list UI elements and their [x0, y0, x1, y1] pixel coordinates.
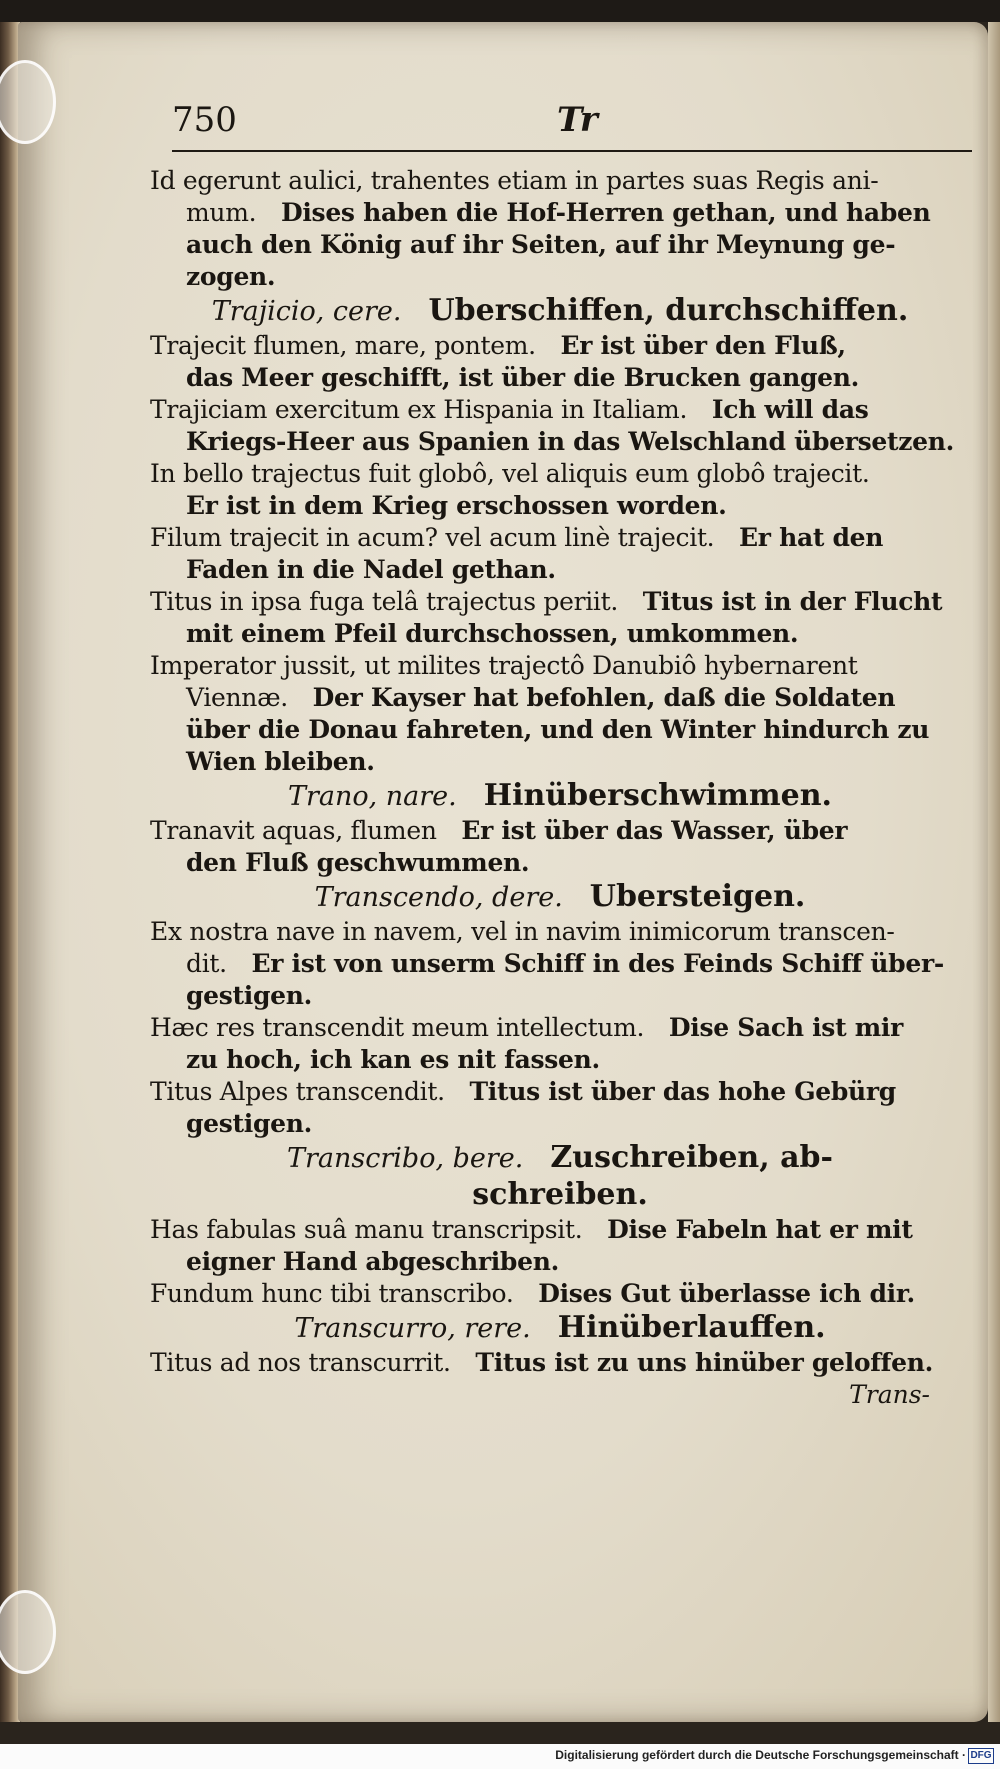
text-line: [150, 916, 970, 948]
text-line: [150, 1278, 970, 1310]
german-translation: eigner Hand abgeschriben.: [186, 1247, 559, 1276]
german-translation: mit einem Pfeil durchschossen, umkommen.: [186, 619, 799, 648]
german-translation: auch den König auf ihr Seiten, auf ihr Meynung ge-: [186, 230, 896, 259]
latin-phrase: Id egerunt aulici, trahentes etiam in partes suas Regis ani-: [150, 166, 879, 195]
german-translation: Dise Fabeln hat er mit: [607, 1215, 913, 1244]
german-translation: Titus ist in der Flucht: [642, 587, 943, 616]
latin-phrase: Titus in ipsa fuga telâ trajectus periit.: [150, 587, 619, 616]
digitization-credit: Digitalisierung gefördert durch die Deutsche Forschungsgemeinschaft ·: [555, 1748, 966, 1762]
page-header: [172, 100, 972, 150]
text-line: [150, 1246, 970, 1278]
lemma-german: schreiben.: [472, 1177, 648, 1212]
lemma-german: Zuschreiben, ab-: [550, 1140, 833, 1175]
german-translation: Der Kayser hat befohlen, daß die Soldaten: [312, 683, 896, 712]
text-line: [150, 1076, 970, 1108]
text-line: [150, 714, 970, 746]
latin-phrase: dit.: [186, 949, 227, 978]
lemma-latin: Transcurro, rere.: [294, 1313, 531, 1344]
latin-phrase: Trajecit flumen, mare, pontem.: [150, 331, 536, 360]
latin-phrase: Has fabulas suâ manu transcripsit.: [150, 1215, 583, 1244]
lemma-latin: Transcribo, bere.: [287, 1143, 524, 1174]
latin-phrase: mum.: [186, 198, 257, 227]
german-translation: Er ist über den Fluß,: [560, 331, 846, 360]
dictionary-text: [150, 165, 970, 1411]
lemma-heading: [150, 1310, 970, 1347]
german-translation: Kriegs-Heer aus Spanien in das Welschland übersetzen.: [186, 427, 955, 456]
scanner-frame-top: [0, 0, 1000, 22]
german-translation: Titus ist über das hohe Gebürg: [469, 1077, 896, 1106]
latin-phrase: Ex nostra nave in navem, vel in navim inimicorum transcen-: [150, 917, 895, 946]
lemma-latin: Transcendo, dere.: [314, 882, 563, 913]
text-line: [150, 847, 970, 879]
german-translation: Dise Sach ist mir: [668, 1013, 903, 1042]
text-line: [150, 458, 970, 490]
latin-phrase: Trajiciam exercitum ex Hispania in Italiam.: [150, 395, 688, 424]
text-line: [150, 1347, 970, 1379]
page-number: 750: [172, 100, 237, 140]
text-line: [150, 229, 970, 261]
text-line: [150, 165, 970, 197]
german-translation: Wien bleiben.: [186, 747, 375, 776]
text-line: [150, 650, 970, 682]
latin-phrase: Filum trajecit in acum? vel acum linè trajecit.: [150, 523, 715, 552]
german-translation: Faden in die Nadel gethan.: [186, 555, 556, 584]
german-translation: Ich will das: [711, 395, 869, 424]
text-line: [150, 980, 970, 1012]
lemma-latin: Trajicio, cere.: [211, 296, 402, 327]
book-spine: [0, 22, 20, 1722]
text-line: [150, 554, 970, 586]
text-line: [150, 815, 970, 847]
text-line: [150, 586, 970, 618]
text-line: [150, 1012, 970, 1044]
german-translation: über die Donau fahreten, und den Winter hindurch zu: [186, 715, 930, 744]
latin-phrase: Viennæ.: [186, 683, 288, 712]
german-translation: Er ist in dem Krieg erschossen worden.: [186, 491, 727, 520]
german-translation: gestigen.: [186, 981, 313, 1010]
text-line: [150, 362, 970, 394]
lemma-heading: [150, 879, 970, 916]
text-line: [150, 522, 970, 554]
text-line: [150, 1108, 970, 1140]
text-line: [150, 618, 970, 650]
german-translation: Titus ist zu uns hinüber geloffen.: [475, 1348, 933, 1377]
lemma-heading: [150, 293, 970, 330]
latin-phrase: In bello trajectus fuit globô, vel aliquis eum globô trajecit.: [150, 459, 870, 488]
latin-phrase: Tranavit aquas, flumen: [150, 816, 437, 845]
german-translation: Dises haben die Hof-Herren gethan, und haben: [280, 198, 931, 227]
latin-phrase: Titus ad nos transcurrit.: [150, 1348, 451, 1377]
lemma-heading: [150, 1140, 970, 1177]
text-line: [150, 746, 970, 778]
text-line: [150, 948, 970, 980]
catchword: Trans-: [849, 1380, 930, 1409]
header-rule: [172, 150, 972, 152]
german-translation: gestigen.: [186, 1109, 313, 1138]
latin-phrase: Imperator jussit, ut milites trajectô Danubiô hybernarent: [150, 651, 858, 680]
german-translation: Er hat den: [739, 523, 884, 552]
german-translation: zogen.: [186, 262, 276, 291]
lemma-german: Hinüberlauffen.: [557, 1310, 826, 1345]
latin-phrase: Hæc res transcendit meum intellectum.: [150, 1013, 645, 1042]
latin-phrase: Fundum hunc tibi transcribo.: [150, 1279, 514, 1308]
lemma-heading: [150, 778, 970, 815]
latin-phrase: Titus Alpes transcendit.: [150, 1077, 445, 1106]
german-translation: das Meer geschifft, ist über die Brucken gangen.: [186, 363, 860, 392]
german-translation: zu hoch, ich kan es nit fassen.: [186, 1045, 600, 1074]
dfg-logo-icon: DFG: [968, 1748, 994, 1764]
text-line: [150, 490, 970, 522]
lemma-latin: Trano, nare.: [287, 781, 457, 812]
text-line: [150, 1214, 970, 1246]
lemma-german: Hinüberschwimmen.: [483, 778, 833, 813]
german-translation: Er ist von unserm Schiff in des Feinds Schiff über-: [251, 949, 944, 978]
text-line: [150, 682, 970, 714]
text-line: [150, 394, 970, 426]
lemma-german: Uberschiffen, durchschiffen.: [428, 293, 909, 328]
text-line: [150, 330, 970, 362]
text-line: [150, 1044, 970, 1076]
lemma-german: Ubersteigen.: [589, 879, 806, 914]
text-line: [150, 261, 970, 293]
running-head: Tr: [557, 100, 598, 140]
page-fore-edge: [988, 22, 1000, 1722]
lemma-heading: [150, 1177, 970, 1214]
german-translation: den Fluß geschwummen.: [186, 848, 530, 877]
text-line: [150, 197, 970, 229]
german-translation: Er ist über das Wasser, über: [461, 816, 848, 845]
text-line: [150, 426, 970, 458]
german-translation: Dises Gut überlasse ich dir.: [538, 1279, 915, 1308]
